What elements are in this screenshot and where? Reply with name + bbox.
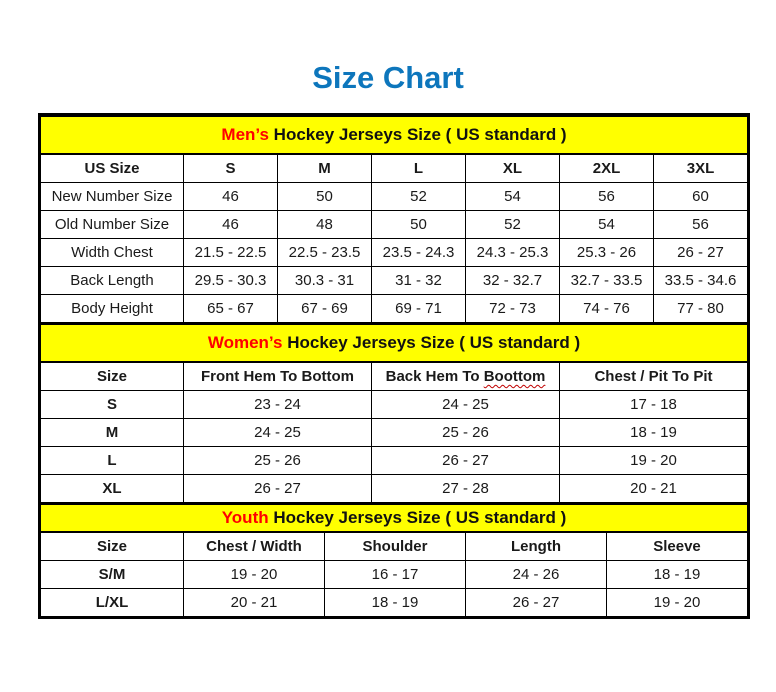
size-value: 77 - 80 [654, 295, 748, 323]
size-value: 24.3 - 25.3 [466, 239, 560, 267]
size-value: 65 - 67 [184, 295, 278, 323]
table-row [41, 391, 748, 419]
row-label: L/XL [41, 589, 184, 617]
table-row [41, 447, 748, 475]
size-value: 18 - 19 [607, 561, 748, 589]
size-value: 50 [278, 183, 372, 211]
mens-size-table [40, 115, 748, 323]
section-header-womens [41, 324, 748, 362]
table-row [41, 239, 748, 267]
mens-heading-highlight: Men’s [221, 125, 269, 144]
table-row [41, 589, 748, 617]
back-hem-label: Back Hem To [385, 368, 484, 385]
size-value: 20 - 21 [184, 589, 325, 617]
size-value: 72 - 73 [466, 295, 560, 323]
mens-heading-rest: Hockey Jerseys Size ( US standard ) [268, 125, 567, 144]
size-value: 24 - 25 [372, 391, 560, 419]
table-row [41, 419, 748, 447]
size-value: 24 - 25 [184, 419, 372, 447]
size-value: 25 - 26 [184, 447, 372, 475]
youth-col-header-chest-width: Chest / Width [184, 532, 325, 561]
size-value: 18 - 19 [325, 589, 466, 617]
size-value: 67 - 69 [278, 295, 372, 323]
size-value: 52 [466, 211, 560, 239]
section-header-youth [41, 504, 748, 532]
size-value: 25 - 26 [372, 419, 560, 447]
row-label: Back Length [41, 267, 184, 295]
size-value: 60 [654, 183, 748, 211]
size-value: 46 [184, 211, 278, 239]
table-row [41, 475, 748, 503]
size-chart [38, 113, 750, 619]
size-value: 26 - 27 [372, 447, 560, 475]
page-title: Size Chart [312, 60, 464, 95]
womens-col-header-front-hem: Front Hem To Bottom [184, 362, 372, 391]
size-value: 21.5 - 22.5 [184, 239, 278, 267]
row-label: M [41, 419, 184, 447]
size-value: 46 [184, 183, 278, 211]
row-label: S/M [41, 561, 184, 589]
womens-col-header-back-hem [372, 362, 560, 391]
size-value: 18 - 19 [560, 419, 748, 447]
size-value: 26 - 27 [654, 239, 748, 267]
back-hem-typo-word: Boottom [483, 368, 546, 385]
table-row [41, 211, 748, 239]
row-label: Width Chest [41, 239, 184, 267]
size-value: 27 - 28 [372, 475, 560, 503]
youth-col-header-shoulder: Shoulder [325, 532, 466, 561]
womens-heading-highlight: Women’s [207, 333, 283, 352]
size-value: 19 - 20 [607, 589, 748, 617]
row-label: XL [41, 475, 184, 503]
size-value: 25.3 - 26 [560, 239, 654, 267]
size-value: 52 [372, 183, 466, 211]
mens-col-header-s: S [184, 154, 278, 183]
size-value: 16 - 17 [325, 561, 466, 589]
size-value: 17 - 18 [560, 391, 748, 419]
table-row [41, 267, 748, 295]
mens-col-header-m: M [278, 154, 372, 183]
size-value: 24 - 26 [466, 561, 607, 589]
mens-col-header-us-size: US Size [41, 154, 184, 183]
size-value: 32 - 32.7 [466, 267, 560, 295]
row-label: L [41, 447, 184, 475]
size-value: 33.5 - 34.6 [654, 267, 748, 295]
youth-col-header-length: Length [466, 532, 607, 561]
youth-col-header-sleeve: Sleeve [607, 532, 748, 561]
size-value: 23.5 - 24.3 [372, 239, 466, 267]
table-row [41, 295, 748, 323]
size-value: 20 - 21 [560, 475, 748, 503]
size-value: 23 - 24 [184, 391, 372, 419]
size-value: 31 - 32 [372, 267, 466, 295]
row-label: Body Height [41, 295, 184, 323]
size-value: 19 - 20 [560, 447, 748, 475]
mens-col-header-xl: XL [466, 154, 560, 183]
mens-col-header-3xl: 3XL [654, 154, 748, 183]
size-value: 69 - 71 [372, 295, 466, 323]
mens-col-header-2xl: 2XL [560, 154, 654, 183]
size-value: 26 - 27 [184, 475, 372, 503]
size-value: 29.5 - 30.3 [184, 267, 278, 295]
mens-col-header-l: L [372, 154, 466, 183]
table-row [41, 183, 748, 211]
womens-col-header-size: Size [41, 362, 184, 391]
size-value: 56 [560, 183, 654, 211]
youth-heading-rest: Hockey Jerseys Size ( US standard ) [268, 508, 567, 527]
womens-size-table [40, 323, 748, 503]
size-value: 19 - 20 [184, 561, 325, 589]
size-value: 54 [466, 183, 560, 211]
table-row [41, 561, 748, 589]
size-value: 48 [278, 211, 372, 239]
section-header-mens [41, 116, 748, 154]
youth-size-table [40, 503, 748, 617]
youth-col-header-size: Size [41, 532, 184, 561]
size-value: 30.3 - 31 [278, 267, 372, 295]
row-label: S [41, 391, 184, 419]
row-label: Old Number Size [41, 211, 184, 239]
size-value: 74 - 76 [560, 295, 654, 323]
womens-col-header-chest: Chest / Pit To Pit [560, 362, 748, 391]
size-value: 56 [654, 211, 748, 239]
youth-heading-highlight: Youth [221, 508, 269, 527]
size-value: 54 [560, 211, 654, 239]
womens-heading-rest: Hockey Jerseys Size ( US standard ) [282, 333, 581, 352]
size-value: 32.7 - 33.5 [560, 267, 654, 295]
size-value: 22.5 - 23.5 [278, 239, 372, 267]
row-label: New Number Size [41, 183, 184, 211]
size-value: 26 - 27 [466, 589, 607, 617]
size-value: 50 [372, 211, 466, 239]
